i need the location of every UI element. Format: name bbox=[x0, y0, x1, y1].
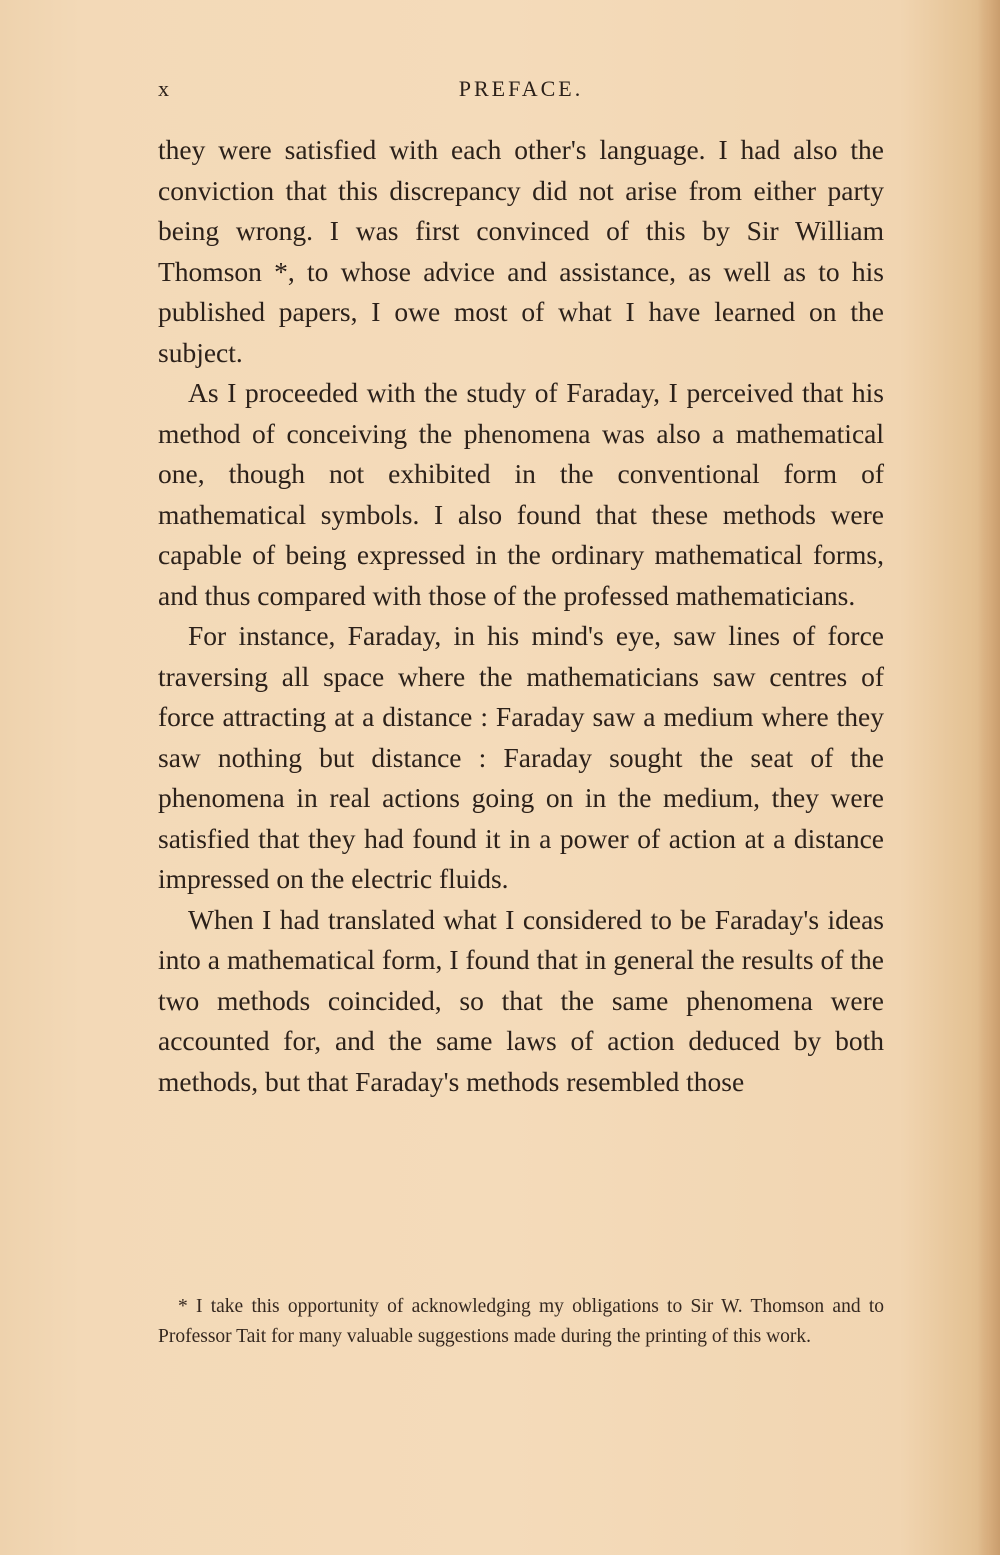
paragraph-continued: they were satisfied with each other's language. I had also the conviction that this discrepancy did not arise from either party being wrong. I was first convinced of this by Sir William Thomson *, to whose advice and assistance, as well as to his published papers, I owe most of what I have learned on the subject. bbox=[158, 134, 884, 368]
page-number: x bbox=[158, 76, 170, 101]
page-edge-shadow bbox=[978, 0, 1000, 1555]
paragraph: As I proceeded with the study of Faraday, I perceived that his method of conceiving the phenomena was also a mathematical one, though not exhibited in the conventional form of mathematical symbols. I also found that these methods were capable of being expressed in the ordinary mathematical forms, and thus compared with those of the professed mathematicians. bbox=[158, 377, 884, 611]
running-title: PREFACE. bbox=[458, 76, 584, 101]
paragraph: For instance, Faraday, in his mind's eye, saw lines of force traversing all space where the mathematicians saw centres of force attracting at a distance : Faraday saw a medium where they saw nothing but distance : Faraday sought the seat of the phenomena in real actions going on in the medium, they were satisfied that they had found it in a power of action at a distance impressed on the electric fluids. bbox=[158, 620, 884, 894]
body-text bbox=[158, 130, 884, 1102]
page-header bbox=[158, 76, 884, 108]
paragraph: When I had translated what I considered to be Faraday's ideas into a mathematical form, I found that in general the results of the two methods coincided, so that the same phenomena were accounted for, and the same laws of action deduced by both methods, but that Faraday's methods resembled those bbox=[158, 903, 884, 1097]
footnote: * I take this opportunity of acknowledging my obligations to Sir W. Thomson and to Professor Tait for many valuable suggestions made during the printing of this work. bbox=[158, 1296, 884, 1347]
